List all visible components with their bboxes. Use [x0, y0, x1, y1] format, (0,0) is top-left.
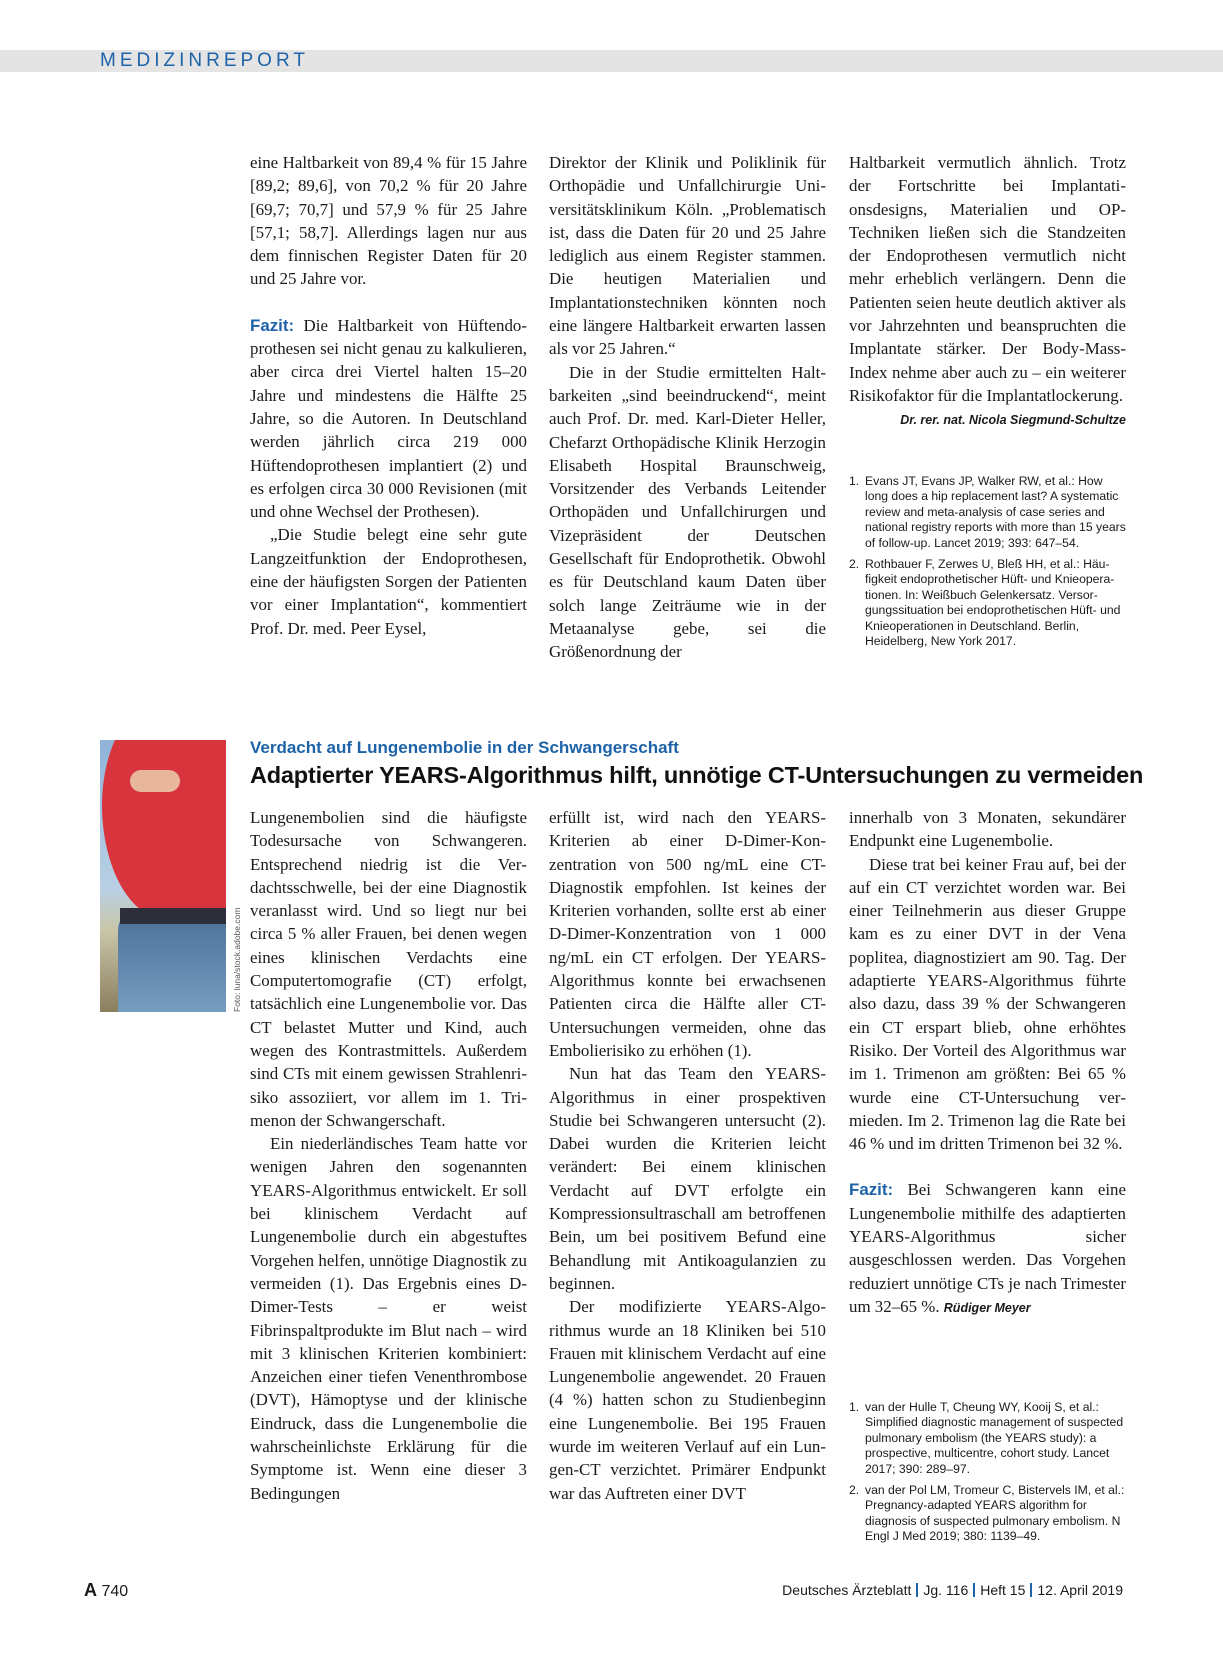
- paragraph: innerhalb von 3 Monaten, sekundärer Endpunkt eine Lugenembolie.: [849, 808, 1126, 851]
- author-name: Rüdiger Meyer: [943, 1300, 1031, 1315]
- author-line: [849, 407, 1126, 432]
- author-name: Dr. rer. nat. Nicola Siegmund-Schultze: [900, 413, 1126, 428]
- paragraph: Lungenembolien sind die häufigste Todesursache von Schwangeren. Entsprechend niedrig ist die Verdachtsschwelle, bei der eine Diagnostik veranlasst wird. Und so liegt nur bei circa 5 % aller Frauen, bei denen wegen eines klinischen Verdachts eine Computertomografie (CT) erfolgt, tatsächlich eine Lungenembolie vor. Das CT belastet Mutter und Kind, auch wegen des Kontrastmittels. Außerdem sind CTs mit einem gewissen Strahlenrisiko assoziiert, vor allem im 1. Trimenon der Schwangerschaft.: [250, 808, 527, 1130]
- journal-info: [782, 1582, 1123, 1598]
- page-prefix: A: [84, 1580, 97, 1600]
- reference-text: van der Hulle T, Cheung WY, Kooij S, et al.: Simplified diagnostic management of suspected pulmonary embolism (the YEARS study): a prospective, multicentre, cohort study. Lancet 2017; 390: 289–97.: [865, 1400, 1124, 1476]
- paragraph: Ein niederländisches Team hatte vor wenigen Jahren den sogenannten YEARS-Algorithmus entwickelt. Er soll bei klinischem Verdacht auf Lungenembolie durch ein abgestuftes Vorgehen helfen, unnötige Diagnostik zu vermeiden (1). Das Ergebnis eines D-Dimer-Tests – er weist Fibrinspaltprodukte im Blut nach – wird mit 3 klinischen Kriterien kombiniert: Anzeichen einer tiefen Venenthrombose (DVT), Hämoptyse und der klinische Eindruck, dass die Lungenembolie die wahrscheinlichste Erklärung für die Symptome ist. Wenn eine dieser 3 Bedingungen: [250, 1134, 527, 1503]
- photo-jeans: [118, 910, 226, 1012]
- reference-number: 1.: [849, 1400, 860, 1414]
- reference-item: [849, 1400, 1126, 1477]
- reference-number: 1.: [849, 474, 860, 488]
- photo-credit: Foto: luna/stock.adobe.com: [232, 907, 242, 1012]
- paragraph: Die in der Studie ermittelten Haltbarkeiten „sind beeindruckend“, meint auch Prof. Dr. med. Karl-Dieter Heller, Chefarzt Orthopädische Klinik Herzogin Elisabeth Hospital Braunschweig, Vorsitzender des Verbands Leitender Orthopäden und Unfallchirurgen und Vizepräsident der Deutschen Gesellschaft für Endoprothetik. Obwohl es für Deutschland kaum Daten über solch lange Zeiträume wie in der Metaanalyse gebe, sei die Größenordnung der: [549, 362, 826, 662]
- reference-number: 2.: [849, 1483, 860, 1498]
- photo-belly: [102, 740, 226, 920]
- fazit-paragraph: [250, 314, 527, 524]
- reference-item: [849, 474, 1126, 551]
- page-number-value: 740: [101, 1583, 129, 1600]
- paragraph: eine Haltbarkeit von 89,4 % für 15 Jahre [89,2; 89,6], von 70,2 % für 20 Jahre [69,7; 70,7] und 57,9 % für 25 Jahre [57,1; 58,7]. Allerdings lagen nur aus dem finnischen Register Daten für 20 und 25 Jahre vor.: [250, 153, 527, 289]
- article2-column-3: [849, 806, 1126, 1320]
- separator: [1030, 1583, 1032, 1597]
- article1-column-2: [549, 151, 826, 664]
- reference-item: [849, 557, 1126, 649]
- page-number: [84, 1580, 128, 1601]
- article1-references: [849, 474, 1126, 655]
- paragraph: „Die Studie belegt eine sehr gute Langzeitfunktion der Endoprothesen, eine der häufigsten Sorgen der Patienten vor einer Implantation“, kommentiert Prof. Dr. med. Peer Eysel,: [250, 525, 527, 638]
- article1-column-3: [849, 151, 1126, 433]
- reference-text: Evans JT, Evans JP, Walker RW, et al.: How long does a hip replacement last? A systematic review and meta-analysis of case series and national registry reports with more than 15 years of follow-up. Lancet 2019; 393: 647–54.: [865, 474, 1126, 550]
- fazit-paragraph: [849, 1178, 1126, 1320]
- journal-date: 12. April 2019: [1037, 1582, 1123, 1598]
- journal-issue: Heft 15: [980, 1582, 1026, 1598]
- article2-column-2: [549, 806, 826, 1505]
- fazit-text: Bei Schwangeren kann eine Lungenembolie mithilfe des adaptierten YEARS-Algorithmus sicher ausgeschlossen werden. Das Vorgehen reduziert unnötige CTs je nach Trimester um 32–65 %.: [849, 1180, 1126, 1316]
- pregnancy-photo: [100, 740, 226, 1012]
- reference-text: van der Pol LM, Tromeur C, Bistervels IM, et al.: Pregnancy-adapted YEARS algorithm for diagnosis of suspected pulmonary embolism. N Engl J Med 2019; 380: 1139–49.: [865, 1483, 1125, 1544]
- paragraph: Der modifizierte YEARS-Algorithmus wurde an 18 Kliniken bei 510 Frauen mit klinischem Verdacht auf eine Lungenembolie angewendet. 20 Frauen (4 %) hatten schon zu Studienbeginn eine Lungenembolie. Bei 195 Frauen wurde im weiteren Verlauf auf ein Lungen-CT verzichtet. Primärer Endpunkt war das Auftreten einer DVT: [549, 1297, 826, 1503]
- fazit-label: Fazit:: [250, 315, 295, 335]
- fazit-text: Die Haltbarkeit von Hüftendoprothesen sei nicht genau zu kalkulieren, aber circa drei Viertel halten 15–20 Jahre und mindestens die Hälfte 25 Jahre, so die Autoren. In Deutschland werden jährlich circa 219 000 Hüftendoprothesen implantiert (2) und es erfolgen circa 30 000 Revisionen (mit und ohne Wechsel der Prothesen).: [250, 315, 527, 522]
- reference-text: Rothbauer F, Zerwes U, Bleß HH, et al.: Häufigkeit endoprothetischer Hüft- und Knieoperationen. In: Weißbuch Gelenkersatz. Versorgungssituation bei endoprothetischen Hüft- und Knieoperationen in Deutschland. Berlin, Heidelberg, New York 2017.: [865, 557, 1121, 649]
- article2-column-1: [250, 806, 527, 1505]
- paragraph: Haltbarkeit vermutlich ähnlich. Trotz der Fortschritte bei Implantationsdesigns, Materialien und OP-Techniken ließen sich die Standzeiten der Endoprothesen vermutlich nicht mehr erheblich verlängern. Denn die Patienten seien heute deutlich aktiver als vor Jahrzehnten und beanspruchten die Implantate stärker. Der Body-Mass-Index nehme aber auch zu – ein weiterer Risikofaktor für die Implantatlockerung.: [849, 153, 1126, 405]
- paragraph: erfüllt ist, wird nach den YEARS-Kriterien ab einer D-Dimer-Konzentration von 500 ng/mL eine CT-Diagnostik empfohlen. Ist keines der Kriterien vorhanden, sollte erst ab einer D-Dimer-Konzentration von 1 000 ng/mL ein CT erfolgen. Der YEARS-Algorithmus konnte bei erwachsenen Patienten circa die Hälfte aller CT-Untersuchungen vermeiden, ohne das Embolierisiko zu erhöhen (1).: [549, 808, 826, 1060]
- paragraph: Diese trat bei keiner Frau auf, bei der auf ein CT verzichtet worden war. Bei einer Teilnehmerin aus dieser Gruppe kam es zu einer DVT in der Vena poplitea, diagnostiziert am 90. Tag. Der adaptierte YEARS-Algorithmus führte also dazu, dass 39 % der Schwangeren ein CT erspart blieb, ohne erhöhtes Risiko. Der Vorteil des Algorithmus war im 1. Trimenon am größten: Bei 65 % wurde eine CT-Untersuchung vermieden. Im 2. Trimenon lag die Rate bei 46 % und im dritten Trimenon bei 32 %.: [849, 854, 1126, 1154]
- reference-number: 2.: [849, 557, 860, 572]
- fazit-label: Fazit:: [849, 1180, 894, 1200]
- reference-item: [849, 1483, 1126, 1545]
- article-kicker: Verdacht auf Lungenembolie in der Schwangerschaft: [250, 738, 679, 757]
- article-headline: Adaptierter YEARS-Algorithmus hilft, unnötige CT-Untersuchungen zu vermeiden: [250, 762, 1144, 788]
- photo-waistband: [120, 908, 226, 924]
- separator: [916, 1583, 918, 1597]
- article1-column-1: [250, 151, 527, 640]
- section-label: MEDIZINREPORT: [100, 50, 309, 71]
- photo-hand: [130, 770, 180, 792]
- paragraph: Direktor der Klinik und Poliklinik für Orthopädie und Unfallchirurgie Universitätsklinikum Köln. „Problematisch ist, dass die Daten für 20 und 25 Jahre lediglich aus einem Register stammen. Die heutigen Materialien und Implantationstechniken könnten noch eine längere Haltbarkeit erwarten lassen als vor 25 Jahren.“: [549, 153, 826, 359]
- journal-name: Deutsches Ärzteblatt: [782, 1582, 912, 1598]
- article2-references: [849, 1400, 1126, 1551]
- paragraph: Nun hat das Team den YEARS-Algorithmus in einer prospektiven Studie bei Schwangeren untersucht (2). Dabei wurden die Kriterien leicht verändert: Bei einem klinischen Verdacht auf DVT erfolgte ein Kompressionsultraschall am betroffenen Bein, um bei positivem Befund eine Behandlung mit Antikoagulanzien zu beginnen.: [549, 1064, 826, 1293]
- separator: [973, 1583, 975, 1597]
- journal-volume: Jg. 116: [923, 1582, 969, 1598]
